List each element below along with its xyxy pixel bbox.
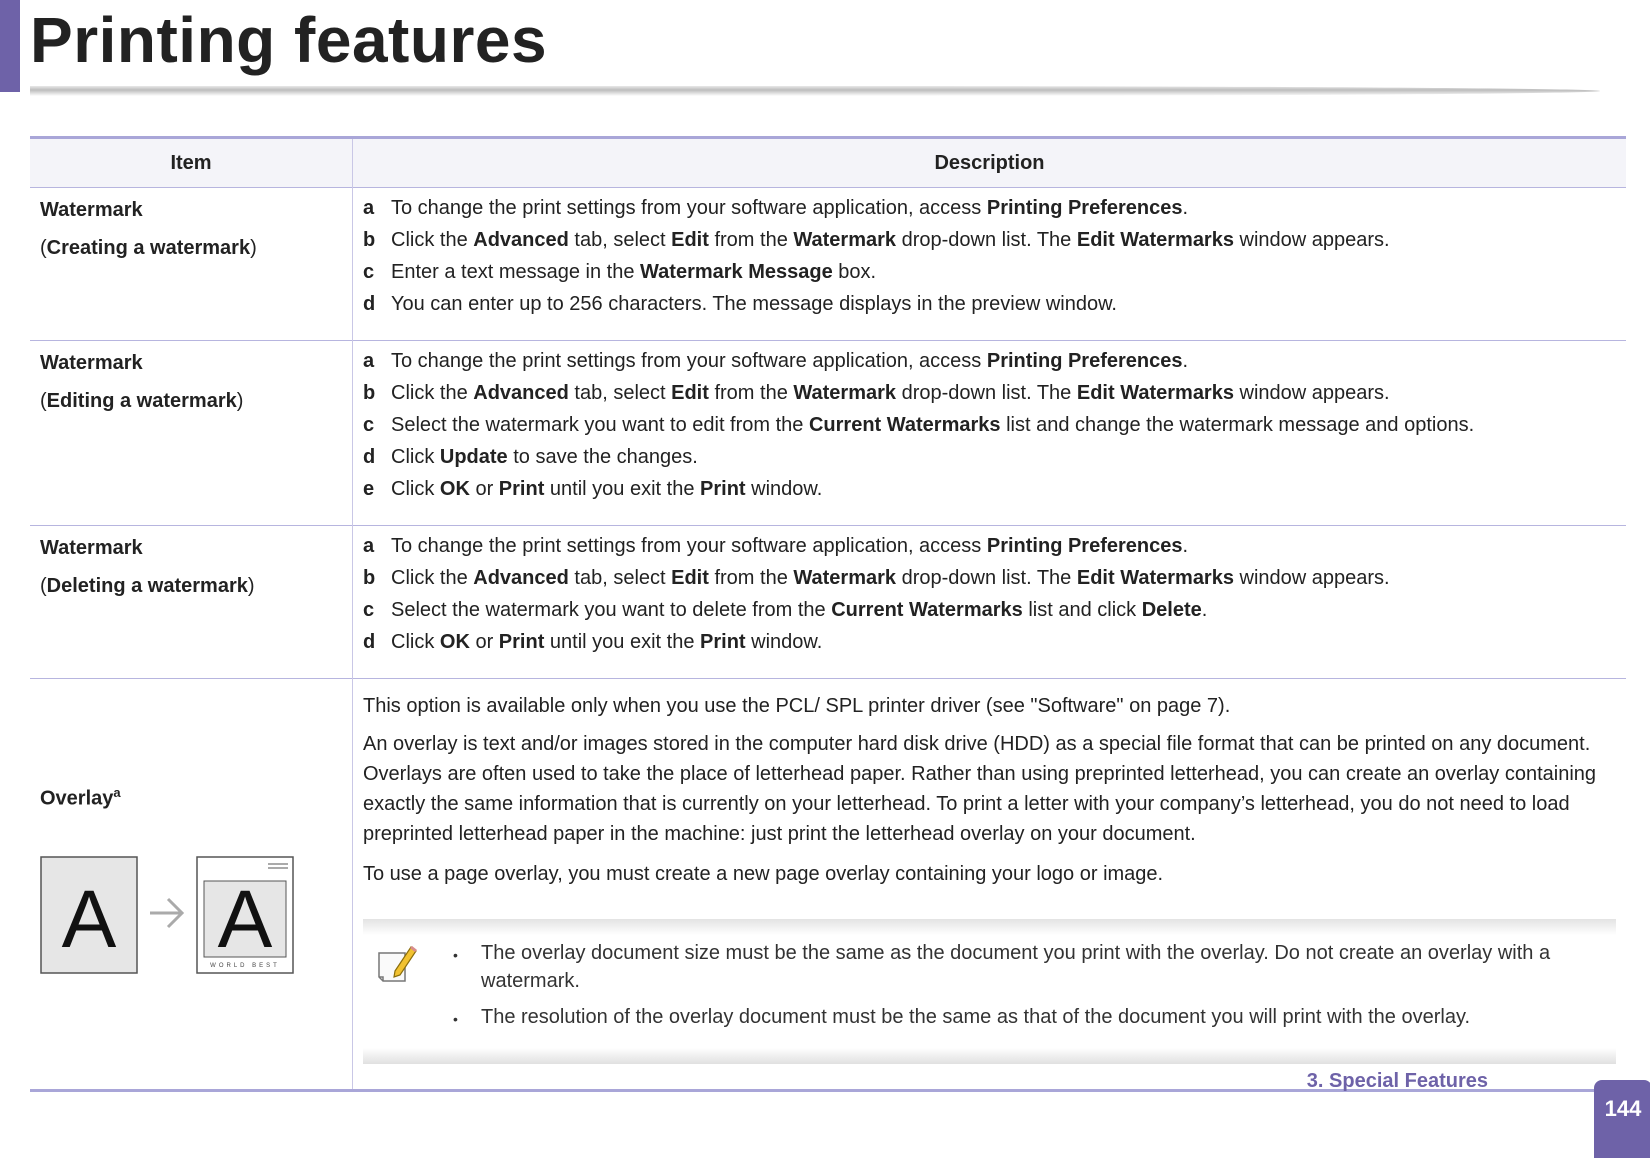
step-text: You can enter up to 256 characters. The message displays in the preview window. [391, 293, 1117, 315]
item-title: Watermark [40, 352, 143, 374]
step-letter: d [363, 631, 376, 653]
item-subtitle: (Creating a watermark) [40, 237, 257, 259]
step-letter: d [363, 446, 376, 468]
note-pencil-icon [373, 941, 421, 989]
step-item [363, 477, 1616, 501]
table-row [30, 188, 1626, 341]
step-item [363, 196, 1616, 220]
step-letter: c [363, 599, 375, 621]
step-letter: d [363, 293, 376, 315]
step-text: Click Update to save the changes. [391, 446, 698, 468]
title-underline [30, 86, 1600, 96]
column-header-item: Item [30, 138, 353, 188]
item-subtitle-link[interactable]: Deleting a watermark [46, 575, 248, 597]
item-cell [30, 679, 353, 1091]
step-letter: a [363, 197, 375, 219]
item-subtitle-link[interactable]: Creating a watermark [46, 237, 251, 259]
step-letter: c [363, 414, 375, 436]
step-text: To change the print settings from your software application, access Printing Preferences. [391, 535, 1189, 557]
features-table [30, 136, 1626, 1092]
step-letter: e [363, 478, 375, 500]
step-item [363, 292, 1616, 316]
item-title: Overlay$^a$ [40, 785, 121, 810]
arrow-right-icon [150, 899, 182, 927]
description-cell [353, 188, 1627, 341]
item-subtitle: (Editing a watermark) [40, 390, 244, 412]
step-text: Click the Advanced tab, select Edit from the Watermark drop-down list. The Edit Watermarks window appears. [391, 229, 1390, 251]
step-text: To change the print settings from your software application, access Printing Preferences. [391, 350, 1189, 372]
step-item [363, 381, 1616, 405]
description-cell [353, 341, 1627, 526]
step-letter: a [363, 350, 375, 372]
step-letter: b [363, 229, 376, 251]
table-header-row [30, 138, 1626, 188]
step-text: To change the print settings from your software application, access Printing Preferences. [391, 197, 1189, 219]
overlay-illustration [40, 847, 302, 977]
step-text: Click OK or Print until you exit the Print window. [391, 478, 823, 500]
note-bottom-bar [363, 1048, 1616, 1064]
description-cell [353, 679, 1627, 1091]
item-cell [30, 526, 353, 679]
description-cell [353, 526, 1627, 679]
item-subtitle-link[interactable]: Editing a watermark [46, 390, 237, 412]
step-item [363, 630, 1616, 654]
overlay-page-letter: A [217, 874, 273, 965]
item-cell [30, 341, 353, 526]
step-letter: b [363, 567, 376, 589]
table-row [30, 679, 1626, 1091]
step-list [363, 349, 1616, 501]
step-item [363, 413, 1616, 437]
step-item [363, 534, 1616, 558]
step-text: Select the watermark you want to delete from the Current Watermarks list and click Delete. [391, 599, 1208, 621]
step-item [363, 260, 1616, 284]
note-box [363, 919, 1616, 1064]
letterhead-text: WORLD BEST [210, 963, 280, 969]
list-item: • The resolution of the overlay document must be the same as that of the document you will print with the overlay. [453, 1006, 1471, 1028]
item-title: Watermark [40, 199, 143, 221]
step-list [363, 534, 1616, 654]
step-letter: b [363, 382, 376, 404]
overlay-paragraph: This option is available only when you use the PCL/ SPL printer driver (see "Software" on page 7). [363, 695, 1231, 717]
page-title: Printing features [30, 4, 548, 76]
step-text: Select the watermark you want to edit from the Current Watermarks list and change the watermark message and options. [391, 414, 1475, 436]
column-header-description: Description [353, 138, 1627, 188]
step-item [363, 566, 1616, 590]
note-list [453, 939, 1596, 1041]
step-text: Click OK or Print until you exit the Print window. [391, 631, 823, 653]
plain-page-letter: A [61, 874, 117, 965]
item-title: Watermark [40, 537, 143, 559]
step-text: Click the Advanced tab, select Edit from the Watermark drop-down list. The Edit Watermarks window appears. [391, 382, 1390, 404]
overlay-paragraph: To use a page overlay, you must create a new page overlay containing your logo or image. [363, 863, 1164, 885]
step-item [363, 349, 1616, 373]
list-item: • The overlay document size must be the same as the document you print with the overlay. Do not create an overlay with a watermark. [453, 942, 1551, 992]
step-text: Enter a text message in the Watermark Message box. [391, 261, 877, 283]
table-row [30, 526, 1626, 679]
item-cell [30, 188, 353, 341]
step-item [363, 228, 1616, 252]
step-letter: c [363, 261, 375, 283]
overlay-paragraph: An overlay is text and/or images stored in the computer hard disk drive (HDD) as a special file format that can be printed on any document. Overlays are often used to take the place of letterhead paper. Rather than using preprinted letterhead, you can create an overlay containing exactly the same information that is currently on your letterhead. To print a letter with your company’s letterhead, you do not need to load preprinted letterhead paper in the machine: just print the letterhead overlay on your document. [363, 733, 1597, 845]
item-subtitle: (Deleting a watermark) [40, 575, 255, 597]
step-item [363, 598, 1616, 622]
step-item [363, 445, 1616, 469]
footer-chapter: 3. Special Features [1306, 1070, 1488, 1092]
footnote-marker: a [113, 785, 121, 800]
note-top-bar [363, 919, 1616, 935]
table-row [30, 341, 1626, 526]
page-number-badge: 144 [1594, 1080, 1650, 1158]
step-letter: a [363, 535, 375, 557]
step-text: Click the Advanced tab, select Edit from the Watermark drop-down list. The Edit Watermarks window appears. [391, 567, 1390, 589]
step-list [363, 196, 1616, 316]
title-accent-bar [0, 0, 20, 92]
